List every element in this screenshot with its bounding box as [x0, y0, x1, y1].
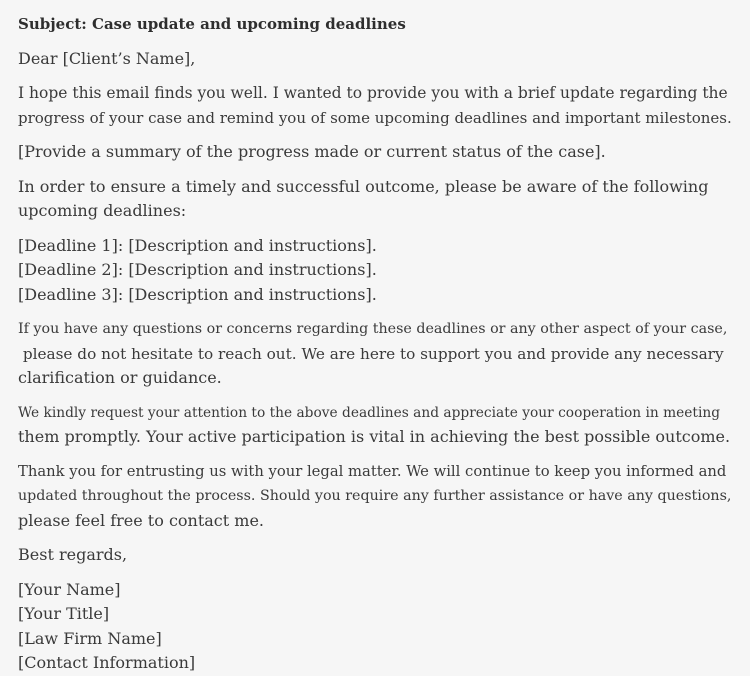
questions-line-3: clarification or guidance.: [18, 368, 222, 387]
questions-line-2: please do not hesitate to reach out. We are here to support you and provide any necessary: [18, 344, 724, 363]
deadline-item-2: [Deadline 2]: [Description and instructions].: [18, 260, 377, 279]
email-subject: Subject: Case update and upcoming deadlines: [18, 15, 406, 33]
deadlines-intro-line-1: In order to ensure a timely and successful outcome, please be aware of the following: [18, 176, 709, 196]
signature-firm: [Law Firm Name]: [18, 628, 162, 648]
deadline-list: [18, 234, 732, 308]
request-line-2: them promptly. Your active participation is vital in achieving the best possible outcome.: [18, 427, 731, 446]
email-salutation: Dear [Client’s Name],: [18, 48, 196, 68]
signature-contact: [Contact Information]: [18, 653, 196, 672]
intro-line-1: I hope this email finds you well. I wanted to provide you with a brief update regarding the: [18, 84, 728, 102]
email-paragraph-thanks: [18, 460, 732, 534]
questions-line-1: If you have any questions or concerns regarding these deadlines or any other aspect of your case,: [18, 321, 728, 337]
email-signature: [18, 578, 732, 676]
intro-line-2: progress of your case and remind you of some upcoming deadlines and important milestones.: [18, 108, 732, 127]
email-paragraph-summary: [Provide a summary of the progress made or current status of the case].: [18, 142, 606, 161]
signature-title: [Your Title]: [18, 604, 110, 623]
email-paragraph-intro: [18, 81, 732, 130]
request-line-1: We kindly request your attention to the above deadlines and appreciate your cooperation in meeting: [18, 404, 721, 421]
thanks-line-3: please feel free to contact me.: [18, 510, 265, 530]
deadline-item-1: [Deadline 1]: [Description and instructions].: [18, 235, 377, 255]
email-paragraph-questions: [18, 317, 732, 391]
deadlines-intro-line-2: upcoming deadlines:: [18, 201, 187, 220]
email-closing: Best regards,: [18, 545, 128, 564]
deadline-item-3: [Deadline 3]: [Description and instructions].: [18, 284, 377, 304]
thanks-line-2: updated throughout the process. Should you require any further assistance or have any questions,: [18, 488, 732, 504]
thanks-line-1: Thank you for entrusting us with your legal matter. We will continue to keep you informed and: [18, 462, 727, 480]
email-paragraph-deadlines-intro: [18, 175, 732, 224]
email-paragraph-request: [18, 401, 732, 450]
signature-name: [Your Name]: [18, 579, 121, 599]
